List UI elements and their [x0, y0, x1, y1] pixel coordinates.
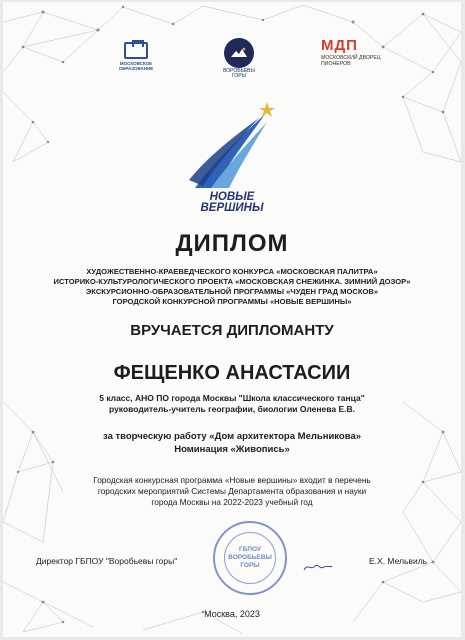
diploma-sheet	[3, 2, 461, 637]
recipient-detail: 5 класс, АНО ПО города Москвы "Школа классического танца"	[99, 393, 365, 403]
star-peak-emblem-icon	[185, 100, 279, 192]
recipient-name: ФЕЩЕНКО АНАСТАСИИ	[113, 362, 351, 384]
contest-line: ХУДОЖЕСТВЕННО-КРАЕВЕДЧЕСКОГО КОНКУРСА «МОСКОВСКАЯ ПАЛИТРА»	[86, 267, 378, 276]
city-year: Москва, 2023	[204, 609, 260, 619]
moscow-education-logo-text: МОСКОВСКОЕ ОБРАЗОВАНИЕ	[118, 61, 154, 71]
vorobyovy-gory-logo	[219, 38, 259, 79]
vorobyovy-gory-logo-text: ВОРОБЬЕВЫ ГОРЫ	[223, 68, 255, 79]
contest-line: ГОРОДСКОЙ КОНКУРСНОЙ ПРОГРАММЫ «НОВЫЕ ВЕРШИНЫ»	[112, 297, 352, 306]
mdp-logo-mark: МДП	[321, 37, 358, 54]
contest-line: ЭКСКУРСИОННО-ОБРАЗОВАТЕЛЬНОЙ ПРОГРАММЫ «ЧУДЕН ГРАД МОСКОВ»	[85, 287, 379, 296]
moscow-education-logo	[106, 42, 166, 71]
vorobyovy-gory-logo-icon	[224, 38, 254, 68]
handwritten-signature	[303, 562, 333, 572]
novye-vershiny-emblem	[185, 100, 279, 220]
emblem-title-line1: НОВЫЕ	[209, 191, 255, 203]
emblem-title-line2: ВЕРШИНЫ	[200, 202, 264, 214]
footnote-line: Городская конкурсная программа «Новые вершины» входит в перечень	[93, 475, 371, 485]
signatory-role: Директор ГБПОУ "Воробьевы горы"	[36, 556, 178, 566]
footnote-line: городских мероприятий Системы Департамента образования и науки	[97, 486, 367, 496]
diploma-title: ДИПЛОМ	[175, 230, 289, 257]
creative-work: за творческую работу «Дом архитектора Мельникова»	[102, 431, 362, 442]
moscow-pioneer-palace-logo-text: МОСКОВСКИЙ ДВОРЕЦ ПИОНЕРОВ	[321, 55, 381, 67]
footnote-line: города Москвы на 2022-2023 учебный год	[151, 497, 313, 507]
official-stamp	[213, 521, 287, 595]
signatory-name: Е.Х. Мельвиль	[369, 556, 428, 566]
stamp-text: ГБПОУ ВОРОБЬЕВЫ ГОРЫ	[228, 546, 272, 569]
recipient-detail: руководитель-учитель географии, биологии Оленева Е.В.	[109, 404, 355, 414]
nomination: Номинация «Живопись»	[174, 444, 290, 455]
moscow-pioneer-palace-logo	[321, 38, 385, 67]
award-heading: ВРУЧАЕТСЯ ДИПЛОМАНТУ	[130, 322, 334, 339]
contest-line: ИСТОРИКО-КУЛЬТУРОЛОГИЧЕСКОГО ПРОЕКТА «МОСКОВСКАЯ СНЕЖИНКА. ЗИМНИЙ ДОЗОР»	[53, 277, 411, 286]
partner-logos	[3, 30, 461, 90]
moscow-education-logo-icon	[124, 42, 148, 59]
